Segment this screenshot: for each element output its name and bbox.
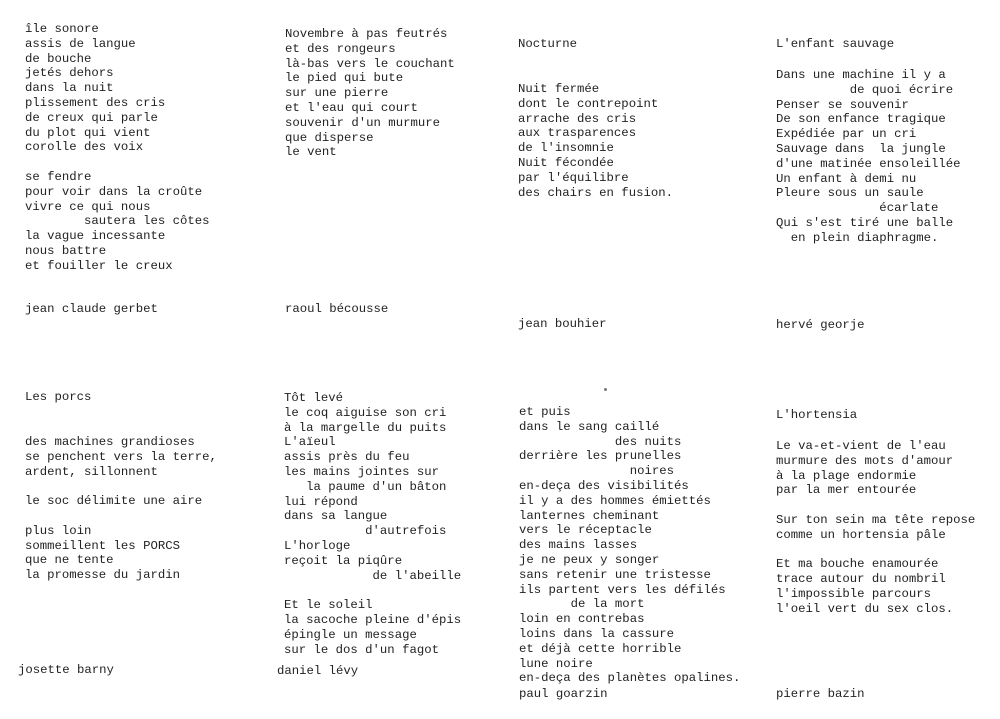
poem-line: épingle un message	[284, 627, 417, 642]
poem-line: de creux qui parle	[25, 110, 158, 125]
poem-line: assis de langue	[25, 36, 136, 51]
poem-line: Penser se souvenir	[776, 97, 909, 112]
poem-line: plissement des cris	[25, 95, 166, 110]
poem-line: que ne tente	[25, 553, 114, 568]
poem-line: Tôt levé	[284, 391, 344, 405]
poem-line: par l'équilibre	[518, 170, 629, 185]
poem-author: raoul bécousse	[285, 302, 389, 316]
poem-line: reçoit la piqûre	[284, 553, 403, 568]
poem-line: corolle des voix	[25, 140, 144, 155]
poem-line: jetés dehors	[25, 66, 114, 81]
poem-line: et fouiller le creux	[25, 258, 173, 273]
poem-line: assis près du feu	[284, 450, 410, 465]
poem-line: l'oeil vert du sex clos.	[776, 601, 954, 616]
poem-lines	[285, 27, 455, 160]
poem-bazin	[776, 408, 975, 617]
poem-line: de l'abeille	[284, 568, 462, 583]
poem-line: derrière les prunelles	[519, 449, 682, 464]
poem-line: ils partent vers les défilés	[519, 582, 726, 597]
poem-line: des mains lasses	[519, 538, 638, 553]
poem-line: la sacoche pleine d'épis	[284, 612, 462, 627]
poem-line: dans sa langue	[284, 509, 388, 524]
poem-line: Expédiée par un cri	[776, 127, 917, 142]
poem-line: île sonore	[25, 22, 99, 36]
poem-line: en plein diaphragme.	[776, 230, 939, 245]
poem-line: plus loin	[25, 523, 92, 538]
poem-line: De son enfance tragique	[776, 112, 946, 127]
poem-line: d'une matinée ensoleillée	[776, 156, 961, 171]
poem-line: Nuit fécondée	[518, 155, 614, 170]
poem-line: des machines grandioses	[25, 435, 195, 449]
poem-line: de quoi écrire	[776, 82, 954, 97]
poem-line: Pleure sous un saule	[776, 186, 924, 201]
poem-line: Et ma bouche enamourée	[776, 557, 939, 572]
poem-line: à la margelle du puits	[284, 420, 447, 435]
poem-author: pierre bazin	[776, 687, 865, 701]
poem-line: les mains jointes sur	[284, 464, 439, 479]
poem-line: de la mort	[519, 597, 645, 612]
poem-line: par la mer entourée	[776, 483, 917, 498]
poem-author: daniel lévy	[277, 664, 359, 678]
poem-line: comme un hortensia pâle	[776, 527, 946, 542]
poem-line: ardent, sillonnent	[25, 464, 158, 479]
poem-line: souvenir d'un murmure	[285, 115, 440, 130]
poem-line: il y a des hommes émiettés	[519, 493, 711, 508]
poem-line: murmure des mots d'amour	[776, 453, 954, 468]
poem-line: loins dans la cassure	[519, 626, 674, 641]
poem-lines	[284, 391, 461, 657]
poem-line: écarlate	[776, 201, 939, 216]
poem-author: josette barny	[18, 663, 114, 677]
poem-line: lui répond	[284, 494, 358, 509]
poem-line: nous battre	[25, 243, 107, 258]
poem-line: la promesse du jardin	[25, 568, 180, 583]
poem-lines	[776, 68, 960, 246]
poem-gerbet	[25, 22, 209, 274]
poem-line	[776, 498, 975, 513]
poem-line: vers le réceptacle	[519, 523, 652, 538]
poem-line: la vague incessante	[25, 229, 166, 244]
poem-author: jean claude gerbet	[25, 302, 158, 316]
poem-bouhier	[518, 37, 673, 200]
poem-line: de l'insomnie	[518, 141, 614, 156]
poem-line: dont le contrepoint	[518, 96, 659, 111]
poem-author: hervé georje	[776, 318, 865, 332]
poem-line: Sur ton sein ma tête repose	[776, 512, 976, 527]
poem-line: L'horloge	[284, 538, 351, 553]
poem-goarzin	[519, 405, 740, 686]
poem-lines	[519, 405, 740, 686]
poem-line: et puis	[519, 405, 571, 419]
poem-line: sommeillent les PORCS	[25, 538, 180, 553]
poem-line: et l'eau qui court	[285, 100, 418, 115]
poem-line: dans la nuit	[25, 81, 114, 96]
poem-line: je ne peux y songer	[519, 552, 660, 567]
poem-line: se penchent vers la terre,	[25, 449, 217, 464]
poem-levy	[284, 391, 461, 657]
poem-line: aux trasparences	[518, 126, 637, 141]
poem-line: se fendre	[25, 169, 92, 184]
poem-line: Novembre à pas feutrés	[285, 27, 448, 41]
poem-line: sautera les côtes	[25, 214, 210, 229]
poem-line: Et le soleil	[284, 598, 373, 613]
poem-line: vivre ce qui nous	[25, 199, 151, 214]
poem-barny	[25, 390, 217, 583]
poem-author: paul goarzin	[519, 687, 608, 701]
poem-line: que disperse	[285, 130, 374, 145]
poem-line: dans le sang caillé	[519, 419, 660, 434]
poem-line: Sauvage dans la jungle	[776, 141, 946, 156]
poem-line: de bouche	[25, 51, 92, 66]
poem-line: d'autrefois	[284, 524, 447, 539]
poem-title: Les porcs	[25, 390, 92, 404]
poem-line: lanternes cheminant	[519, 508, 660, 523]
poem-line: Qui s'est tiré une balle	[776, 215, 954, 230]
poem-lines	[25, 22, 209, 274]
poem-line: Nuit fermée	[518, 82, 600, 96]
poem-line: des chairs en fusion.	[518, 185, 673, 200]
poem-line: Dans une machine il y a	[776, 68, 946, 82]
poem-lines	[518, 82, 673, 200]
poem-line: sur une pierre	[285, 86, 389, 101]
poem-line: le coq aiguise son cri	[284, 405, 447, 420]
poem-line: arrache des cris	[518, 111, 637, 126]
poem-title: L'hortensia	[776, 408, 858, 422]
poem-line	[284, 583, 461, 598]
poem-line: le soc délimite une aire	[25, 494, 203, 509]
poem-line: et déjà cette horrible	[519, 641, 682, 656]
poem-title: Nocturne	[518, 37, 578, 51]
poem-line	[776, 543, 975, 558]
poem-line: à la plage endormie	[776, 468, 917, 483]
poem-line: Le va-et-vient de l'eau	[776, 439, 946, 453]
poem-line: loin en contrebas	[519, 612, 645, 627]
poem-line: lune noire	[519, 656, 593, 671]
speck-mark	[604, 388, 607, 391]
poem-line: là-bas vers le couchant	[285, 56, 455, 71]
poem-line: Un enfant à demi nu	[776, 171, 917, 186]
poem-line: l'impossible parcours	[776, 586, 931, 601]
poem-line: pour voir dans la croûte	[25, 184, 203, 199]
poem-line: L'aïeul	[284, 435, 336, 450]
poem-line	[25, 479, 217, 494]
poem-line: du plot qui vient	[25, 125, 151, 140]
poem-georje	[776, 37, 960, 246]
poem-line: le pied qui bute	[285, 71, 404, 86]
poem-lines	[25, 435, 217, 583]
poem-title: L'enfant sauvage	[776, 37, 895, 51]
poem-line: la paume d'un bâton	[284, 479, 447, 494]
poem-line: en-deça des planètes opalines.	[519, 671, 741, 686]
poem-line	[25, 155, 209, 170]
poem-becousse	[285, 27, 455, 160]
poem-line: sans retenir une tristesse	[519, 567, 711, 582]
poem-author: jean bouhier	[518, 317, 607, 331]
poem-line: le vent	[285, 145, 337, 160]
poem-line	[25, 509, 217, 524]
poem-line: des nuits	[519, 434, 682, 449]
poem-lines	[776, 439, 975, 617]
poem-line: noires	[519, 464, 674, 479]
poem-line: trace autour du nombril	[776, 572, 946, 587]
poem-line: en-deça des visibilités	[519, 478, 689, 493]
poem-line: et des rongeurs	[285, 41, 396, 56]
poem-line: sur le dos d'un fagot	[284, 642, 439, 657]
